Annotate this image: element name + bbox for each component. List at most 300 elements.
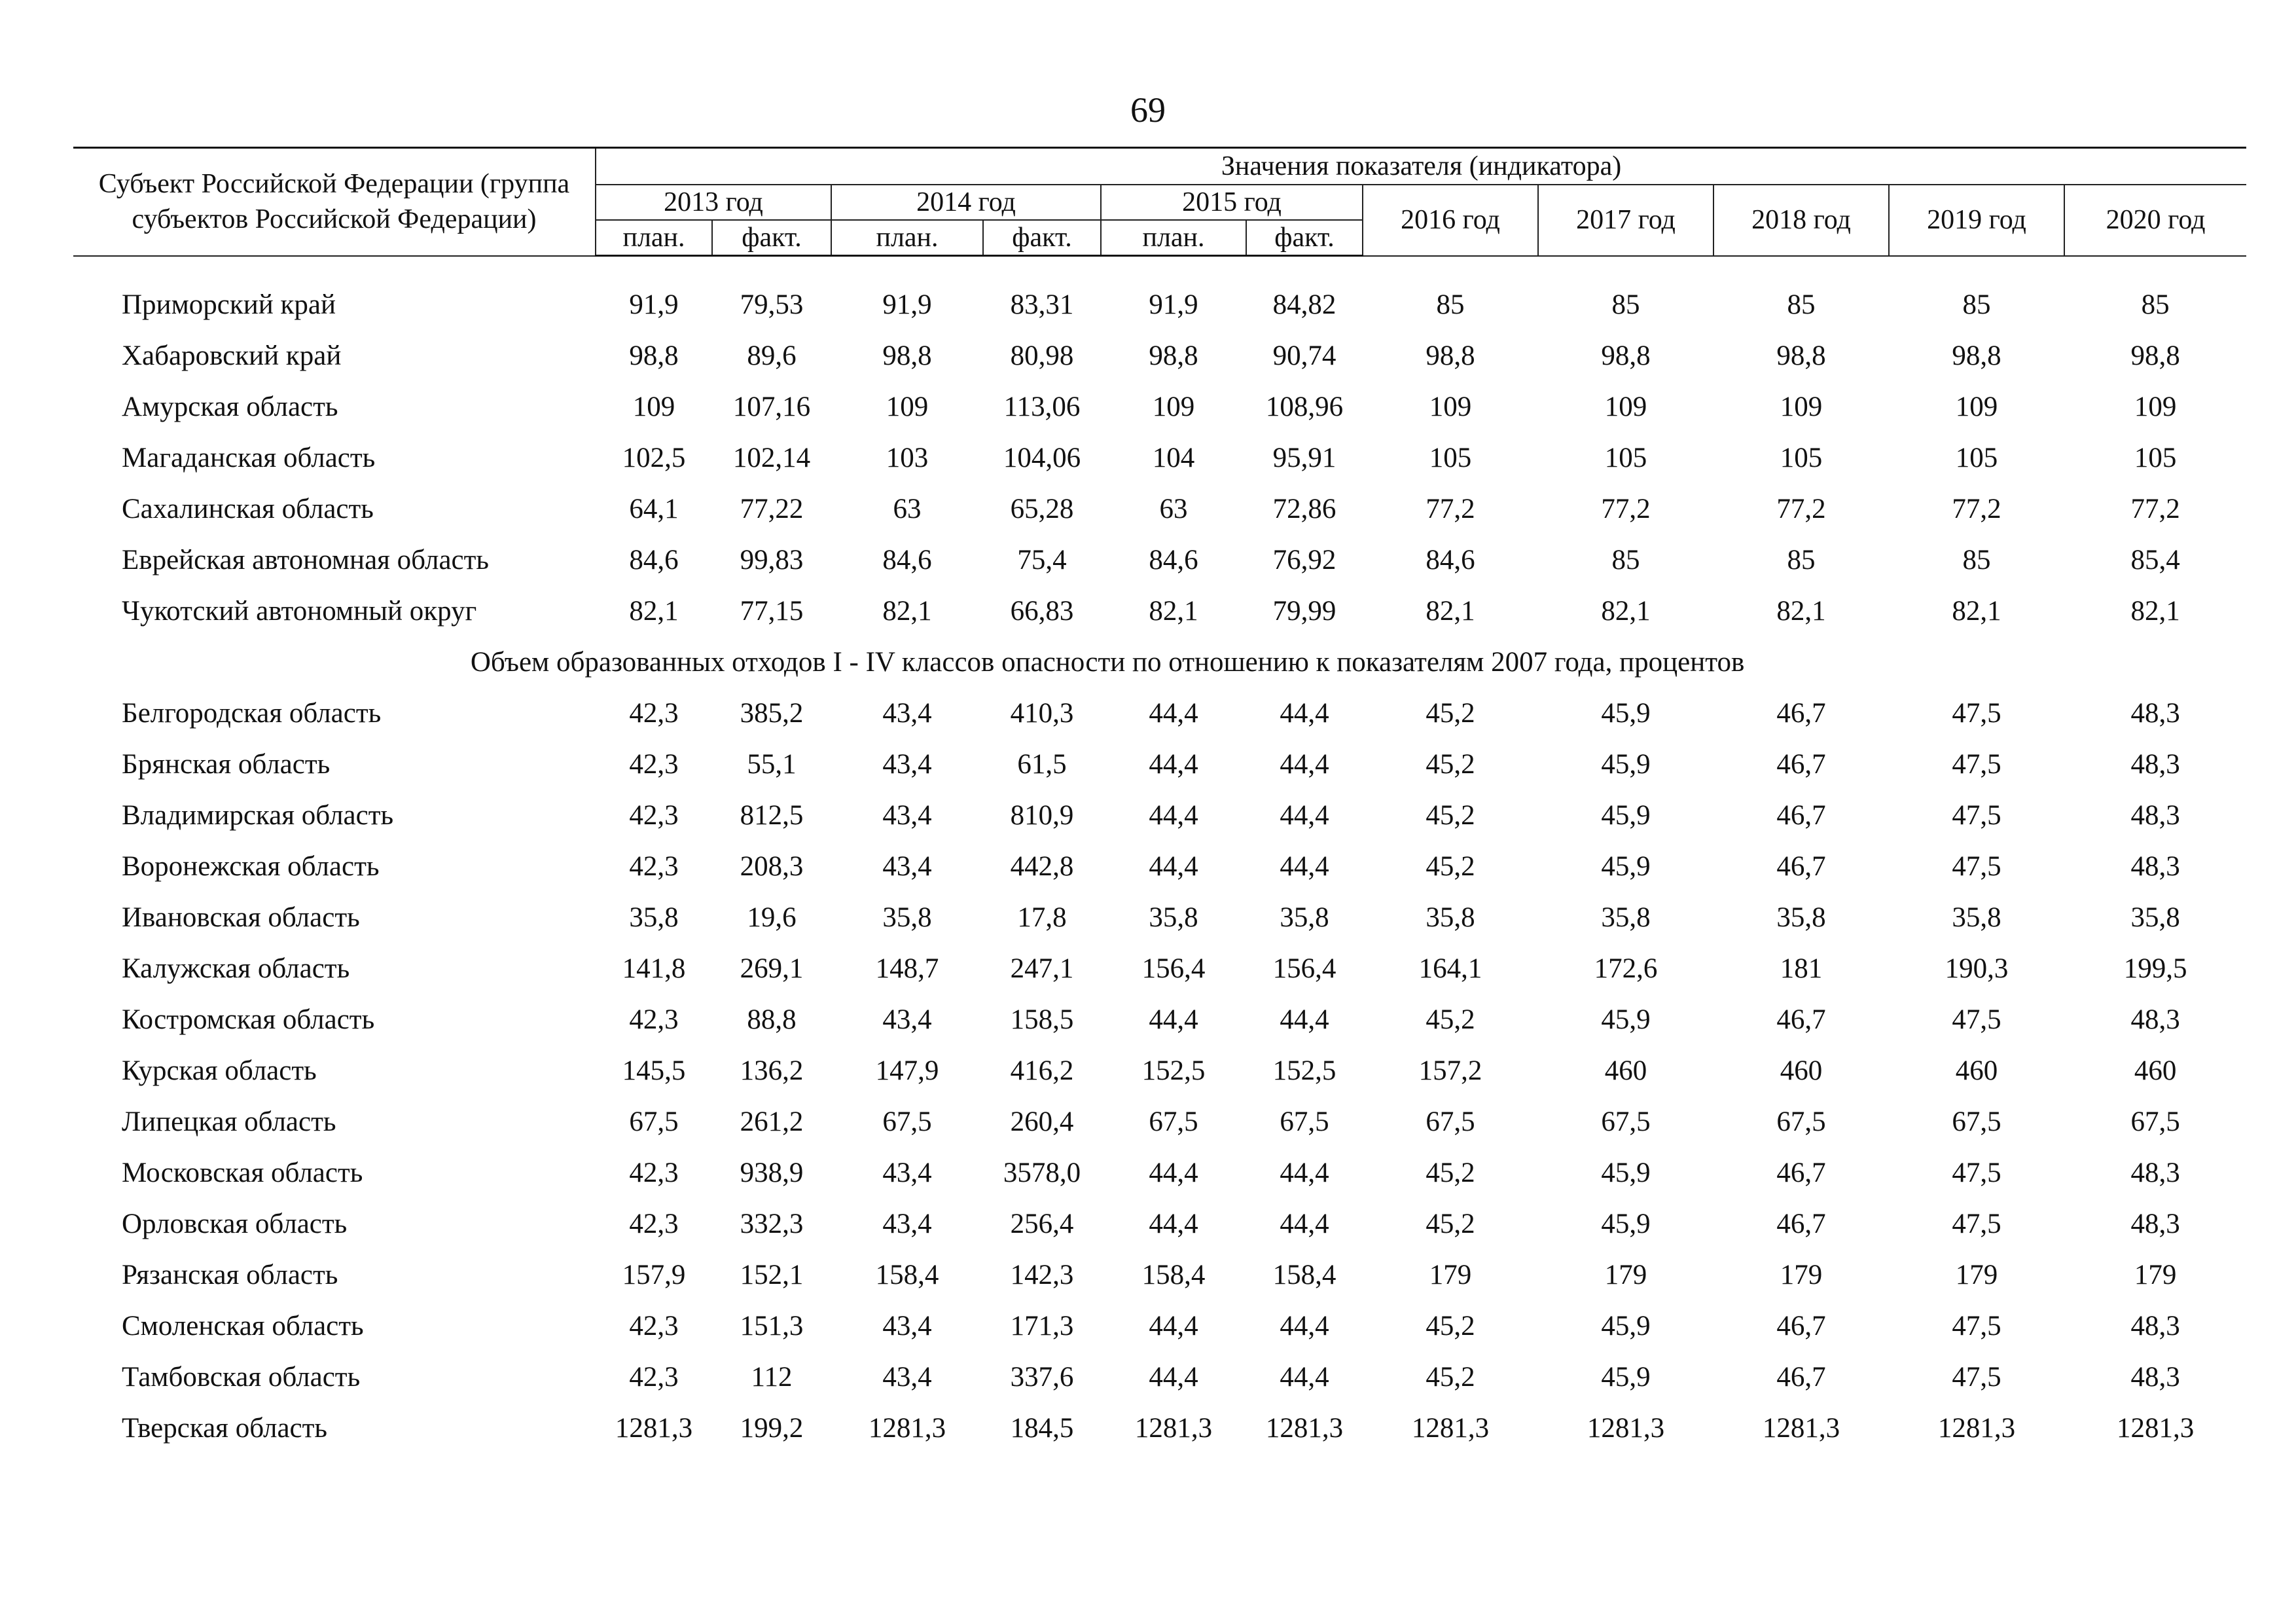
value-cell: 42,3: [629, 1157, 679, 1188]
value-cell: 91,9: [1149, 289, 1198, 320]
value-cell: 105: [1429, 442, 1472, 473]
table-row: [73, 1198, 2246, 1249]
value-cell: 48,3: [2130, 697, 2180, 729]
value-cell: 48,3: [2130, 1208, 2180, 1239]
section-title-row: [73, 636, 2246, 687]
value-cell: 77,15: [740, 595, 804, 627]
value-cell: 1281,3: [1411, 1412, 1490, 1444]
year-2018-header: 2018 год: [1713, 185, 1889, 256]
value-cell: 156,4: [1141, 953, 1206, 984]
value-cell: 44,4: [1149, 1310, 1198, 1341]
table-row: [73, 432, 2246, 483]
value-cell: 260,4: [1010, 1106, 1074, 1137]
value-cell: 98,8: [2130, 340, 2180, 371]
value-cell: 208,3: [740, 850, 804, 882]
value-cell: 91,9: [882, 289, 932, 320]
value-cell: 35,8: [1601, 902, 1651, 933]
value-cell: 105: [1955, 442, 1998, 473]
value-cell: 43,4: [882, 1310, 932, 1341]
value-cell: 82,1: [629, 595, 679, 627]
value-cell: 45,2: [1426, 1361, 1475, 1393]
value-cell: 109: [1955, 391, 1998, 422]
value-cell: 47,5: [1952, 1157, 2001, 1188]
value-cell: 103: [886, 442, 929, 473]
value-cell: 1281,3: [1265, 1412, 1344, 1444]
value-cell: 46,7: [1776, 1361, 1826, 1393]
value-cell: 172,6: [1594, 953, 1658, 984]
value-cell: 112: [751, 1361, 793, 1393]
value-cell: 148,7: [875, 953, 939, 984]
region-name: Сахалинская область: [122, 493, 374, 524]
value-cell: 108,96: [1265, 391, 1344, 422]
table-row: [73, 483, 2246, 534]
value-cell: 85: [1611, 289, 1640, 320]
value-cell: 142,3: [1010, 1259, 1074, 1290]
value-cell: 91,9: [629, 289, 679, 320]
value-cell: 45,9: [1601, 1208, 1651, 1239]
region-name: Магаданская область: [122, 442, 376, 473]
region-name: Курская область: [122, 1055, 317, 1086]
value-cell: 44,4: [1280, 1310, 1329, 1341]
region-name: Хабаровский край: [122, 340, 342, 371]
year-2019-header: 2019 год: [1889, 185, 2064, 256]
value-cell: 77,2: [1952, 493, 2001, 524]
value-cell: 1281,3: [615, 1412, 693, 1444]
value-cell: 43,4: [882, 748, 932, 780]
value-cell: 85: [2141, 289, 2170, 320]
region-name: Тамбовская область: [122, 1361, 361, 1393]
value-cell: 98,8: [1149, 340, 1198, 371]
value-cell: 105: [2134, 442, 2177, 473]
table-row: [73, 1096, 2246, 1147]
value-cell: 45,9: [1601, 1004, 1651, 1035]
plan-2014-header: план.: [831, 220, 983, 256]
value-cell: 82,1: [1601, 595, 1651, 627]
value-cell: 410,3: [1010, 697, 1074, 729]
value-cell: 77,2: [1601, 493, 1651, 524]
region-name: Тверская область: [122, 1412, 328, 1444]
value-cell: 47,5: [1952, 1004, 2001, 1035]
value-cell: 158,4: [1272, 1259, 1336, 1290]
value-cell: 35,8: [1776, 902, 1826, 933]
value-cell: 42,3: [629, 697, 679, 729]
value-cell: 35,8: [1426, 902, 1475, 933]
value-cell: 35,8: [629, 902, 679, 933]
table-row: [73, 687, 2246, 739]
value-cell: 105: [1604, 442, 1647, 473]
table-row: [73, 381, 2246, 432]
year-2020-header: 2020 год: [2064, 185, 2246, 256]
region-name: Липецкая область: [122, 1106, 336, 1137]
value-cell: 44,4: [1280, 697, 1329, 729]
value-cell: 84,6: [1149, 544, 1198, 575]
value-cell: 42,3: [629, 850, 679, 882]
value-cell: 82,1: [1952, 595, 2001, 627]
value-cell: 47,5: [1952, 697, 2001, 729]
value-cell: 48,3: [2130, 850, 2180, 882]
region-name: Воронежская область: [122, 850, 380, 882]
value-cell: 48,3: [2130, 1157, 2180, 1188]
value-cell: 42,3: [629, 1208, 679, 1239]
value-cell: 64,1: [629, 493, 679, 524]
value-cell: 98,8: [1601, 340, 1651, 371]
table-row: [73, 1402, 2246, 1453]
value-cell: 84,6: [1426, 544, 1475, 575]
year-2016-header: 2016 год: [1363, 185, 1538, 256]
region-name: Костромская область: [122, 1004, 375, 1035]
value-cell: 44,4: [1149, 799, 1198, 831]
value-cell: 104,06: [1003, 442, 1081, 473]
table-body: [73, 256, 2246, 1454]
value-cell: 35,8: [1280, 902, 1329, 933]
value-cell: 44,4: [1149, 748, 1198, 780]
value-cell: 179: [1780, 1259, 1823, 1290]
region-name: Смоленская область: [122, 1310, 364, 1341]
plan-2013-header: план.: [596, 220, 712, 256]
value-cell: 442,8: [1010, 850, 1074, 882]
value-cell: 152,1: [740, 1259, 804, 1290]
value-cell: 85,4: [2130, 544, 2180, 575]
region-name: Брянская область: [122, 748, 331, 780]
region-name: Московская область: [122, 1157, 363, 1188]
page-number: 69: [1130, 90, 1166, 130]
value-cell: 63: [1159, 493, 1188, 524]
value-cell: 47,5: [1952, 1208, 2001, 1239]
value-cell: 460: [1955, 1055, 1998, 1086]
value-cell: 45,9: [1601, 748, 1651, 780]
value-cell: 77,2: [1776, 493, 1826, 524]
value-cell: 109: [1152, 391, 1195, 422]
year-2017-header: 2017 год: [1538, 185, 1713, 256]
value-cell: 3578,0: [1003, 1157, 1081, 1188]
table-row: [73, 1300, 2246, 1351]
value-cell: 45,9: [1601, 850, 1651, 882]
value-cell: 47,5: [1952, 850, 2001, 882]
value-cell: 109: [2134, 391, 2177, 422]
value-cell: 47,5: [1952, 748, 2001, 780]
value-cell: 184,5: [1010, 1412, 1074, 1444]
value-cell: 43,4: [882, 1208, 932, 1239]
spacer-row: [73, 256, 2246, 280]
value-cell: 45,2: [1426, 697, 1475, 729]
value-cell: 67,5: [1280, 1106, 1329, 1137]
value-cell: 44,4: [1280, 1004, 1329, 1035]
value-cell: 80,98: [1010, 340, 1074, 371]
value-cell: 19,6: [747, 902, 797, 933]
value-cell: 199,5: [2123, 953, 2187, 984]
table-row: [73, 943, 2246, 994]
value-cell: 158,4: [875, 1259, 939, 1290]
value-cell: 83,31: [1010, 289, 1074, 320]
value-cell: 67,5: [882, 1106, 932, 1137]
value-cell: 45,9: [1601, 1157, 1651, 1188]
value-cell: 42,3: [629, 748, 679, 780]
value-cell: 82,1: [2130, 595, 2180, 627]
table-row: [73, 330, 2246, 381]
value-cell: 44,4: [1149, 697, 1198, 729]
value-cell: 48,3: [2130, 1310, 2180, 1341]
value-cell: 44,4: [1149, 1361, 1198, 1393]
value-cell: 136,2: [740, 1055, 804, 1086]
value-cell: 48,3: [2130, 1361, 2180, 1393]
value-cell: 89,6: [747, 340, 797, 371]
subject-column-header: Субъект Российской Федерации (группа субъектов Российской Федерации): [73, 148, 596, 256]
value-cell: 1281,3: [1134, 1412, 1213, 1444]
value-cell: 61,5: [1017, 748, 1067, 780]
value-cell: 35,8: [2130, 902, 2180, 933]
value-cell: 44,4: [1280, 748, 1329, 780]
value-cell: 43,4: [882, 799, 932, 831]
value-cell: 109: [1604, 391, 1647, 422]
value-cell: 67,5: [1601, 1106, 1651, 1137]
year-2015-header: 2015 год: [1101, 185, 1363, 220]
region-name: Калужская область: [122, 953, 350, 984]
region-name: Ивановская область: [122, 902, 360, 933]
value-cell: 109: [886, 391, 929, 422]
value-cell: 158,4: [1141, 1259, 1206, 1290]
value-cell: 47,5: [1952, 1361, 2001, 1393]
table-row: [73, 1045, 2246, 1096]
value-cell: 63: [893, 493, 922, 524]
indicator-table: [73, 147, 2246, 1453]
value-cell: 76,92: [1272, 544, 1336, 575]
region-name: Еврейская автономная область: [122, 544, 490, 575]
value-cell: 44,4: [1280, 1208, 1329, 1239]
region-name: Приморский край: [122, 289, 336, 320]
value-cell: 85: [1611, 544, 1640, 575]
value-cell: 46,7: [1776, 1004, 1826, 1035]
value-cell: 98,8: [1952, 340, 2001, 371]
value-cell: 77,22: [740, 493, 804, 524]
value-cell: 85: [1962, 544, 1991, 575]
value-cell: 337,6: [1010, 1361, 1074, 1393]
fact-2013-header: факт.: [712, 220, 831, 256]
value-cell: 45,2: [1426, 1310, 1475, 1341]
value-cell: 46,7: [1776, 748, 1826, 780]
value-cell: 43,4: [882, 850, 932, 882]
year-2014-header: 2014 год: [831, 185, 1101, 220]
value-cell: 1281,3: [868, 1412, 946, 1444]
value-cell: 45,2: [1426, 1004, 1475, 1035]
table-row: [73, 1249, 2246, 1300]
value-cell: 82,1: [882, 595, 932, 627]
value-cell: 35,8: [1149, 902, 1198, 933]
value-cell: 44,4: [1149, 1208, 1198, 1239]
value-cell: 1281,3: [2116, 1412, 2195, 1444]
value-cell: 82,1: [1426, 595, 1475, 627]
table-row: [73, 1351, 2246, 1402]
table-row: [73, 994, 2246, 1045]
value-cell: 43,4: [882, 697, 932, 729]
value-cell: 158,5: [1010, 1004, 1074, 1035]
value-cell: 85: [1436, 289, 1465, 320]
value-cell: 199,2: [740, 1412, 804, 1444]
region-name: Рязанская область: [122, 1259, 338, 1290]
value-cell: 157,2: [1418, 1055, 1482, 1086]
value-cell: 43,4: [882, 1361, 932, 1393]
value-cell: 812,5: [740, 799, 804, 831]
value-cell: 45,2: [1426, 748, 1475, 780]
value-cell: 85: [1787, 289, 1816, 320]
value-cell: 179: [1429, 1259, 1472, 1290]
table-row: [73, 841, 2246, 892]
value-cell: 107,16: [732, 391, 811, 422]
value-cell: 460: [1780, 1055, 1823, 1086]
value-cell: 179: [2134, 1259, 2177, 1290]
value-cell: 46,7: [1776, 1208, 1826, 1239]
value-cell: 104: [1152, 442, 1195, 473]
value-cell: 460: [1604, 1055, 1647, 1086]
value-cell: 44,4: [1280, 799, 1329, 831]
value-cell: 67,5: [1426, 1106, 1475, 1137]
value-cell: 385,2: [740, 697, 804, 729]
fact-2014-header: факт.: [983, 220, 1101, 256]
value-cell: 247,1: [1010, 953, 1074, 984]
value-cell: 98,8: [1776, 340, 1826, 371]
value-cell: 17,8: [1017, 902, 1067, 933]
value-cell: 67,5: [1149, 1106, 1198, 1137]
table-header: [73, 148, 2246, 256]
value-cell: 98,8: [1426, 340, 1475, 371]
value-cell: 190,3: [1945, 953, 2009, 984]
region-name: Белгородская область: [122, 697, 382, 729]
value-cell: 109: [632, 391, 675, 422]
value-cell: 44,4: [1149, 850, 1198, 882]
indicator-table-wrap: [73, 147, 2246, 1453]
value-cell: 46,7: [1776, 850, 1826, 882]
value-cell: 79,53: [740, 289, 804, 320]
value-cell: 48,3: [2130, 1004, 2180, 1035]
value-cell: 67,5: [629, 1106, 679, 1137]
value-cell: 75,4: [1017, 544, 1067, 575]
value-cell: 102,5: [622, 442, 686, 473]
value-cell: 45,9: [1601, 697, 1651, 729]
value-cell: 45,2: [1426, 850, 1475, 882]
value-cell: 90,74: [1272, 340, 1336, 371]
value-cell: 67,5: [1776, 1106, 1826, 1137]
region-name: Амурская область: [122, 391, 338, 422]
value-cell: 77,2: [2130, 493, 2180, 524]
table-row: [73, 534, 2246, 585]
value-cell: 85: [1787, 544, 1816, 575]
value-cell: 84,6: [882, 544, 932, 575]
value-cell: 45,2: [1426, 1208, 1475, 1239]
value-cell: 99,83: [740, 544, 804, 575]
value-cell: 84,82: [1272, 289, 1336, 320]
value-cell: 164,1: [1418, 953, 1482, 984]
value-cell: 42,3: [629, 1310, 679, 1341]
indicator-values-header: Значения показателя (индикатора): [596, 148, 2246, 185]
value-cell: 147,9: [875, 1055, 939, 1086]
value-cell: 48,3: [2130, 748, 2180, 780]
value-cell: 109: [1780, 391, 1823, 422]
value-cell: 43,4: [882, 1004, 932, 1035]
value-cell: 109: [1429, 391, 1472, 422]
value-cell: 44,4: [1280, 850, 1329, 882]
value-cell: 141,8: [622, 953, 686, 984]
value-cell: 152,5: [1272, 1055, 1336, 1086]
value-cell: 95,91: [1272, 442, 1336, 473]
table-row: [73, 585, 2246, 636]
table-row: [73, 892, 2246, 943]
value-cell: 332,3: [740, 1208, 804, 1239]
value-cell: 102,14: [732, 442, 811, 473]
value-cell: 46,7: [1776, 697, 1826, 729]
plan-2015-header: план.: [1101, 220, 1246, 256]
value-cell: 67,5: [2130, 1106, 2180, 1137]
region-name: Чукотский автономный округ: [122, 595, 477, 627]
value-cell: 82,1: [1149, 595, 1198, 627]
value-cell: 44,4: [1280, 1361, 1329, 1393]
value-cell: 152,5: [1141, 1055, 1206, 1086]
value-cell: 1281,3: [1762, 1412, 1840, 1444]
value-cell: 98,8: [629, 340, 679, 371]
value-cell: 46,7: [1776, 799, 1826, 831]
value-cell: 46,7: [1776, 1157, 1826, 1188]
value-cell: 42,3: [629, 799, 679, 831]
value-cell: 45,9: [1601, 1310, 1651, 1341]
value-cell: 179: [1955, 1259, 1998, 1290]
value-cell: 79,99: [1272, 595, 1336, 627]
value-cell: 67,5: [1952, 1106, 2001, 1137]
value-cell: 1281,3: [1587, 1412, 1665, 1444]
value-cell: 42,3: [629, 1004, 679, 1035]
table-row: [73, 1147, 2246, 1198]
value-cell: 82,1: [1776, 595, 1826, 627]
value-cell: 261,2: [740, 1106, 804, 1137]
value-cell: 47,5: [1952, 799, 2001, 831]
table-row: [73, 790, 2246, 841]
value-cell: 45,2: [1426, 799, 1475, 831]
value-cell: 48,3: [2130, 799, 2180, 831]
value-cell: 44,4: [1149, 1004, 1198, 1035]
value-cell: 45,9: [1601, 1361, 1651, 1393]
section-title: Объем образованных отходов I - IV классов опасности по отношению к показателям 2007 года, процентов: [470, 646, 1745, 678]
value-cell: 72,86: [1272, 493, 1336, 524]
value-cell: 44,4: [1280, 1157, 1329, 1188]
value-cell: 35,8: [1952, 902, 2001, 933]
value-cell: 45,2: [1426, 1157, 1475, 1188]
region-name: Орловская область: [122, 1208, 348, 1239]
value-cell: 66,83: [1010, 595, 1074, 627]
value-cell: 151,3: [740, 1310, 804, 1341]
value-cell: 269,1: [740, 953, 804, 984]
value-cell: 810,9: [1010, 799, 1074, 831]
table-row: [73, 739, 2246, 790]
value-cell: 105: [1780, 442, 1823, 473]
value-cell: 1281,3: [1937, 1412, 2016, 1444]
value-cell: 113,06: [1003, 391, 1081, 422]
value-cell: 45,9: [1601, 799, 1651, 831]
fact-2015-header: факт.: [1246, 220, 1363, 256]
value-cell: 84,6: [629, 544, 679, 575]
value-cell: 145,5: [622, 1055, 686, 1086]
value-cell: 43,4: [882, 1157, 932, 1188]
value-cell: 181: [1780, 953, 1823, 984]
value-cell: 416,2: [1010, 1055, 1074, 1086]
year-2013-header: 2013 год: [596, 185, 831, 220]
value-cell: 179: [1604, 1259, 1647, 1290]
value-cell: 171,3: [1010, 1310, 1074, 1341]
value-cell: 44,4: [1149, 1157, 1198, 1188]
value-cell: 157,9: [622, 1259, 686, 1290]
value-cell: 35,8: [882, 902, 932, 933]
value-cell: 77,2: [1426, 493, 1475, 524]
value-cell: 460: [2134, 1055, 2177, 1086]
value-cell: 88,8: [747, 1004, 797, 1035]
value-cell: 55,1: [747, 748, 797, 780]
table-row: [73, 279, 2246, 330]
